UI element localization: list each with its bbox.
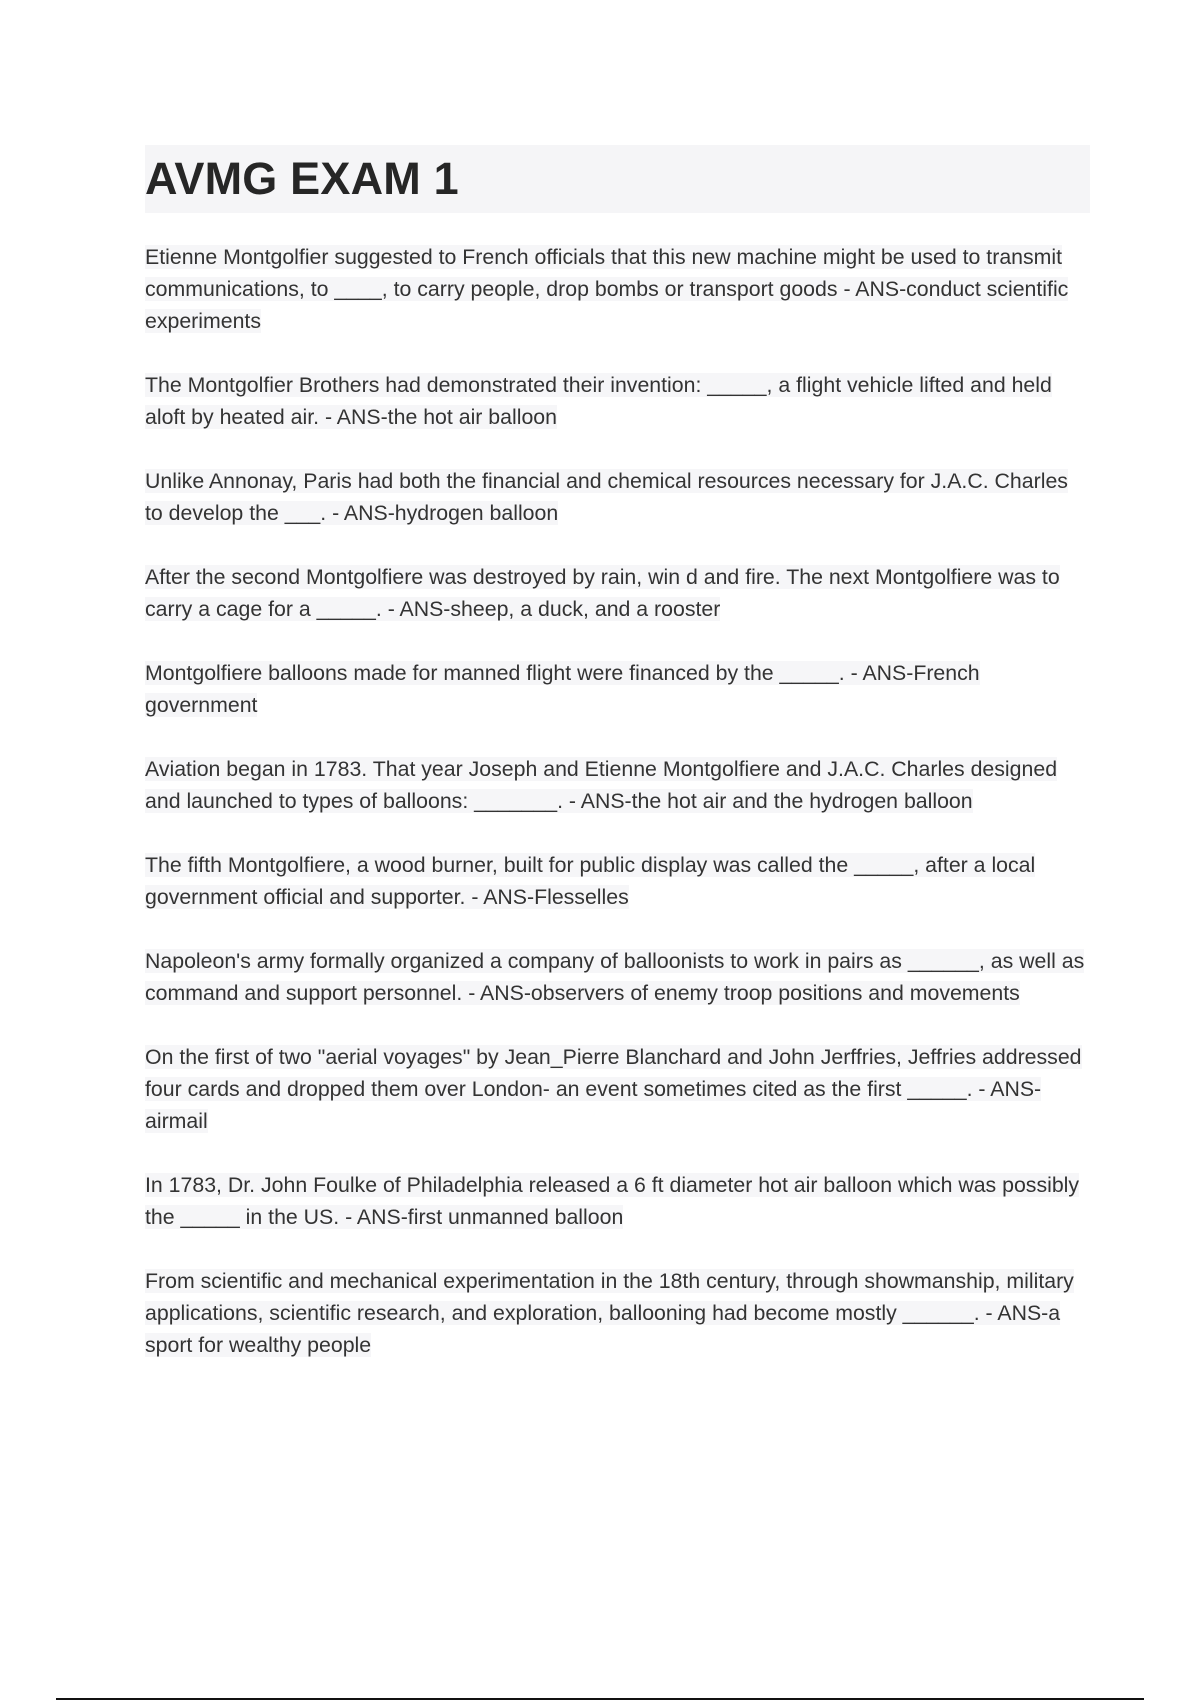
qa-list: [145, 241, 1090, 1393]
qa-text: Montgolfiere balloons made for manned flight were financed by the _____. - ANS-French government: [145, 661, 980, 717]
qa-text: Napoleon's army formally organized a company of balloonists to work in pairs as ______, as well as command and support personnel. - ANS-observers of enemy troop positions and movements: [145, 949, 1085, 1005]
qa-item: [145, 1265, 1090, 1361]
qa-item: [145, 465, 1090, 529]
qa-text: In 1783, Dr. John Foulke of Philadelphia released a 6 ft diameter hot air balloon which was possibly the _____ in the US. - ANS-first unmanned balloon: [145, 1173, 1080, 1229]
qa-item: [145, 241, 1090, 337]
qa-text: Aviation began in 1783. That year Joseph and Etienne Montgolfiere and J.A.C. Charles designed and launched to types of balloons: _______. - ANS-the hot air and the hydrogen balloon: [145, 757, 1058, 813]
qa-item: [145, 1041, 1090, 1137]
qa-item: [145, 945, 1090, 1009]
title-block: [145, 145, 1090, 213]
qa-text: Etienne Montgolfier suggested to French officials that this new machine might be used to transmit communications, to ____, to carry people, drop bombs or transport goods - ANS-conduct scientific experiments: [145, 245, 1069, 333]
page-title: AVMG EXAM 1: [145, 153, 459, 204]
qa-text: Unlike Annonay, Paris had both the financial and chemical resources necessary for J.A.C. Charles to develop the ___. - ANS-hydrogen balloon: [145, 469, 1068, 525]
qa-text: On the first of two "aerial voyages" by Jean_Pierre Blanchard and John Jerffries, Jeffries addressed four cards and dropped them over London- an event sometimes cited as the first _____. - ANS-airmail: [145, 1045, 1082, 1133]
qa-item: [145, 1169, 1090, 1233]
qa-item: [145, 657, 1090, 721]
qa-text: The fifth Montgolfiere, a wood burner, built for public display was called the _____, after a local government official and supporter. - ANS-Flesselles: [145, 853, 1036, 909]
qa-item: [145, 753, 1090, 817]
qa-text: The Montgolfier Brothers had demonstrated their invention: _____, a flight vehicle lifted and held aloft by heated air. - ANS-the hot air balloon: [145, 373, 1052, 429]
qa-item: [145, 369, 1090, 433]
qa-item: [145, 561, 1090, 625]
qa-item: [145, 849, 1090, 913]
qa-text: From scientific and mechanical experimentation in the 18th century, through showmanship, military applications, scientific research, and exploration, ballooning had become mostly ______. - ANS-a sport for wealthy people: [145, 1269, 1074, 1357]
qa-text: After the second Montgolfiere was destroyed by rain, win d and fire. The next Montgolfiere was to carry a cage for a _____. - ANS-sheep, a duck, and a rooster: [145, 565, 1060, 621]
